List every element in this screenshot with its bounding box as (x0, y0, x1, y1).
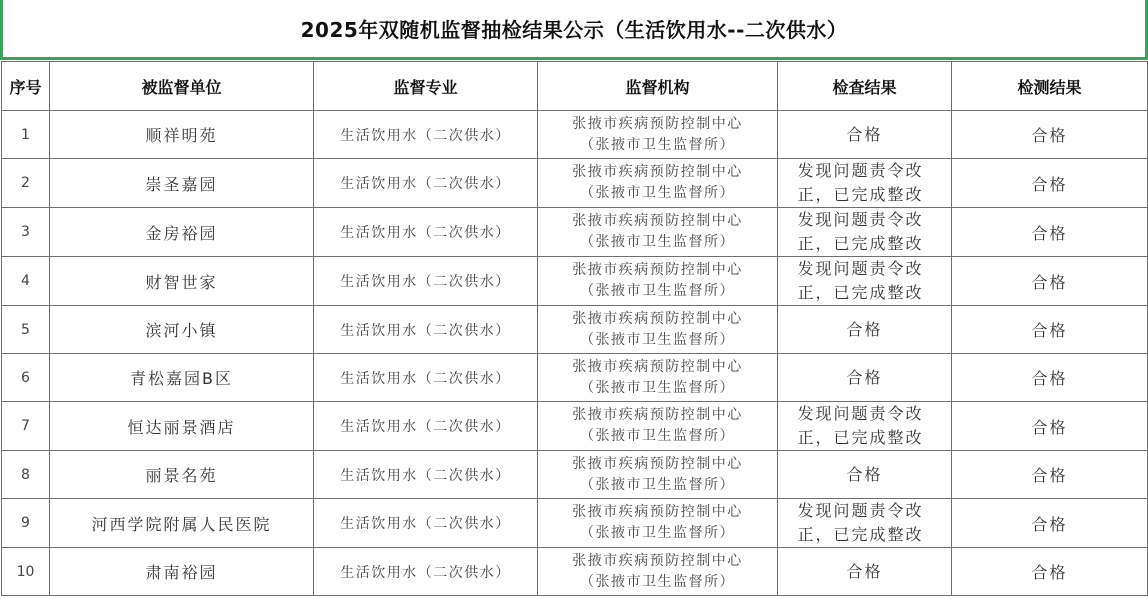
row-index: 10 (2, 548, 50, 596)
header-detection-result: 检测结果 (952, 62, 1148, 111)
organization-name: 张掖市疾病预防控制中心 (572, 164, 743, 180)
supervision-specialty: 生活饮用水（二次供水） (314, 111, 538, 159)
detection-result: 合格 (952, 111, 1148, 159)
table-row (2, 354, 1148, 402)
row-index: 5 (2, 306, 50, 354)
inspection-result (778, 159, 952, 208)
organization-alias: （张掖市卫生监督所） (580, 234, 735, 250)
inspection-result-text: 发现问题责令改正，已完成整改 (797, 161, 924, 204)
table-row (2, 111, 1148, 159)
detection-result: 合格 (952, 159, 1148, 208)
supervision-specialty: 生活饮用水（二次供水） (314, 257, 538, 306)
detection-result: 合格 (952, 499, 1148, 548)
supervision-organization (538, 548, 778, 596)
results-table (1, 61, 1148, 596)
inspection-result (778, 548, 952, 596)
header-unit: 被监督单位 (50, 62, 314, 111)
supervised-unit: 肃南裕园 (50, 548, 314, 596)
row-index: 7 (2, 402, 50, 451)
supervision-specialty: 生活饮用水（二次供水） (314, 402, 538, 451)
organization-alias: （张掖市卫生监督所） (580, 379, 735, 396)
detection-result: 合格 (952, 451, 1148, 499)
supervised-unit: 顺祥明苑 (50, 111, 314, 159)
organization-name: 张掖市疾病预防控制中心 (572, 213, 743, 229)
supervised-unit: 金房裕园 (50, 208, 314, 257)
supervision-specialty: 生活饮用水（二次供水） (314, 159, 538, 208)
inspection-result (778, 306, 952, 354)
header-organization: 监督机构 (538, 62, 778, 111)
organization-name: 张掖市疾病预防控制中心 (572, 310, 743, 327)
organization-name: 张掖市疾病预防控制中心 (572, 262, 743, 278)
header-specialty: 监督专业 (314, 62, 538, 111)
detection-result: 合格 (952, 402, 1148, 451)
supervision-specialty: 生活饮用水（二次供水） (314, 499, 538, 548)
supervised-unit: 财智世家 (50, 257, 314, 306)
page-title: 2025年双随机监督抽检结果公示（生活饮用水--二次供水） (300, 18, 848, 42)
supervision-specialty: 生活饮用水（二次供水） (314, 208, 538, 257)
table-body (2, 111, 1148, 596)
organization-name: 张掖市疾病预防控制中心 (572, 455, 743, 472)
table-row (2, 257, 1148, 306)
organization-alias: （张掖市卫生监督所） (580, 331, 735, 348)
table-row (2, 306, 1148, 354)
row-index: 8 (2, 451, 50, 499)
row-index: 3 (2, 208, 50, 257)
organization-name: 张掖市疾病预防控制中心 (572, 407, 743, 423)
inspection-result-text: 合格 (846, 561, 883, 581)
supervision-specialty: 生活饮用水（二次供水） (314, 306, 538, 354)
inspection-result-text: 合格 (846, 367, 883, 387)
inspection-result-text: 发现问题责令改正，已完成整改 (797, 404, 924, 447)
inspection-result-text: 合格 (846, 319, 883, 339)
inspection-result (778, 208, 952, 257)
inspection-result (778, 451, 952, 499)
supervised-unit: 河西学院附属人民医院 (50, 499, 314, 548)
organization-alias: （张掖市卫生监督所） (580, 185, 735, 201)
detection-result: 合格 (952, 354, 1148, 402)
inspection-result (778, 111, 952, 159)
supervision-organization (538, 208, 778, 257)
row-index: 4 (2, 257, 50, 306)
supervision-organization (538, 402, 778, 451)
organization-name: 张掖市疾病预防控制中心 (572, 552, 743, 569)
detection-result: 合格 (952, 306, 1148, 354)
supervised-unit: 恒达丽景酒店 (50, 402, 314, 451)
supervision-organization (538, 451, 778, 499)
table-row (2, 548, 1148, 596)
inspection-result-text: 发现问题责令改正，已完成整改 (797, 501, 924, 544)
table-header-row (2, 62, 1148, 111)
organization-alias: （张掖市卫生监督所） (580, 525, 735, 541)
organization-alias: （张掖市卫生监督所） (580, 476, 735, 493)
inspection-result-text: 发现问题责令改正，已完成整改 (797, 259, 924, 302)
inspection-result-text: 合格 (846, 124, 883, 144)
table-row (2, 159, 1148, 208)
organization-alias: （张掖市卫生监督所） (580, 136, 735, 153)
supervised-unit: 丽景名苑 (50, 451, 314, 499)
header-index: 序号 (2, 62, 50, 111)
row-index: 9 (2, 499, 50, 548)
detection-result: 合格 (952, 257, 1148, 306)
row-index: 6 (2, 354, 50, 402)
supervised-unit: 崇圣嘉园 (50, 159, 314, 208)
supervision-organization (538, 111, 778, 159)
row-index: 2 (2, 159, 50, 208)
inspection-result-text: 发现问题责令改正，已完成整改 (797, 210, 924, 253)
supervision-specialty: 生活饮用水（二次供水） (314, 451, 538, 499)
supervision-organization (538, 306, 778, 354)
inspection-result (778, 402, 952, 451)
supervision-specialty: 生活饮用水（二次供水） (314, 354, 538, 402)
row-index: 1 (2, 111, 50, 159)
table-row (2, 451, 1148, 499)
detection-result: 合格 (952, 548, 1148, 596)
detection-result: 合格 (952, 208, 1148, 257)
inspection-result (778, 257, 952, 306)
organization-name: 张掖市疾病预防控制中心 (572, 504, 743, 520)
organization-alias: （张掖市卫生监督所） (580, 283, 735, 299)
supervision-specialty: 生活饮用水（二次供水） (314, 548, 538, 596)
table-row (2, 208, 1148, 257)
table-row (2, 402, 1148, 451)
table-row (2, 499, 1148, 548)
organization-alias: （张掖市卫生监督所） (580, 428, 735, 444)
title-bar (0, 0, 1148, 60)
supervision-organization (538, 354, 778, 402)
header-inspection-result: 检查结果 (778, 62, 952, 111)
inspection-result (778, 354, 952, 402)
supervision-organization (538, 257, 778, 306)
inspection-result-text: 合格 (846, 464, 883, 484)
organization-alias: （张掖市卫生监督所） (580, 573, 735, 590)
supervised-unit: 滨河小镇 (50, 306, 314, 354)
organization-name: 张掖市疾病预防控制中心 (572, 358, 743, 375)
supervision-organization (538, 159, 778, 208)
inspection-result (778, 499, 952, 548)
supervision-organization (538, 499, 778, 548)
supervised-unit: 青松嘉园B区 (50, 354, 314, 402)
organization-name: 张掖市疾病预防控制中心 (572, 115, 743, 132)
